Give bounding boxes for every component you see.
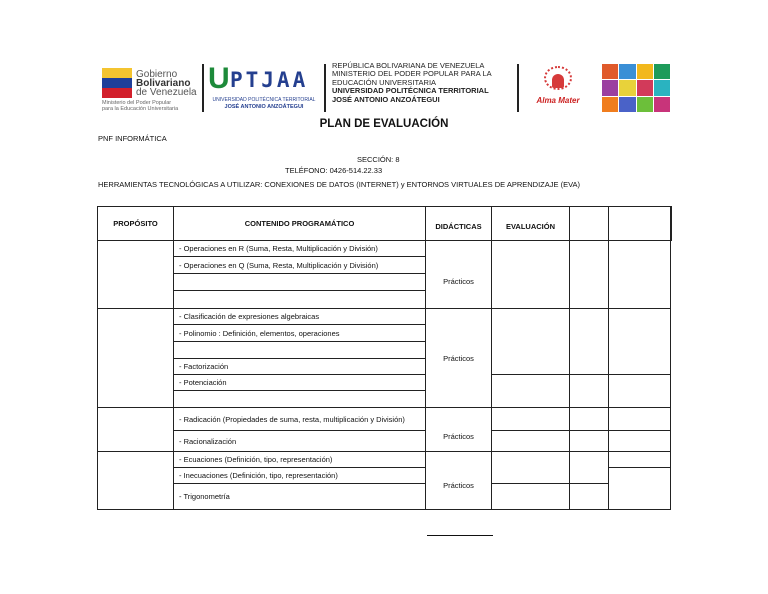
didacticas-cell: Prácticos (426, 241, 492, 309)
blank-cell (609, 241, 671, 309)
blank-cell (609, 408, 671, 431)
content-cell: - Operaciones en Q (Suma, Resta, Multiplicación y División) (174, 257, 426, 274)
phone-label: TELÉFONO: 0426-514.22.33 (285, 166, 383, 175)
evaluation-cell (492, 408, 570, 431)
content-cell (174, 391, 426, 408)
blank-cell (609, 375, 671, 408)
institution-block: REPÚBLICA BOLIVARIANA DE VENEZUELA MINISTERIO DEL PODER POPULAR PARA LA EDUCACIÓN UNIVERSITARIA UNIVERSIDAD POLITÉCNICA TERRITORIAL JOSÉ ANTONIO ANZOÁTEGUI (332, 61, 492, 104)
document-header (98, 60, 678, 116)
didacticas-cell: Prácticos (426, 309, 492, 408)
blank-cell (570, 375, 609, 408)
table-row (98, 241, 671, 257)
mosaic-logo (602, 64, 670, 112)
content-cell: - Polinomio : Definición, elementos, operaciones (174, 325, 426, 342)
content-cell: - Radicación (Propiedades de suma, resta, multiplicación y División) (174, 408, 426, 431)
uptjaa-logo: U PTJAA UNIVERSIDAD POLITÉCNICA TERRITORIAL JOSÉ ANTONIO ANZOÁTEGUI (208, 62, 316, 110)
didacticas-cell: Prácticos (426, 452, 492, 510)
alma-mater-logo: Alma Mater (528, 66, 588, 112)
gov-logo-ministry: Ministerio del Poder Popular para la Educación Universitaria (102, 100, 179, 112)
evaluation-cell (492, 431, 570, 452)
content-cell: - Clasificación de expresiones algebraicas (174, 309, 426, 325)
table-row (98, 408, 671, 431)
signature-line (427, 535, 493, 536)
content-cell (174, 291, 426, 309)
header-contenido: CONTENIDO PROGRAMÁTICO (174, 207, 426, 241)
table-header-row (98, 207, 671, 241)
blank-cell (609, 468, 671, 510)
blank-cell (570, 431, 609, 452)
content-cell (174, 342, 426, 359)
proposito-cell (98, 309, 174, 408)
proposito-cell (98, 452, 174, 510)
evaluation-cell (492, 241, 570, 309)
table-row (98, 484, 671, 510)
evaluation-cell (492, 452, 570, 484)
table-row (98, 431, 671, 452)
content-cell (174, 274, 426, 291)
header-didacticas: DIDÁCTICAS (426, 207, 492, 241)
header-blank (609, 207, 671, 241)
table-row (98, 309, 671, 325)
didacticas-cell: Prácticos (426, 408, 492, 452)
tools-label: HERRAMIENTAS TECNOLÓGICAS A UTILIZAR: CONEXIONES DE DATOS (INTERNET) y ENTORNOS VIRTUALES DE APRENDIZAJE (EVA) (98, 180, 581, 189)
blank-cell (609, 309, 671, 375)
evaluation-table (97, 206, 672, 510)
gobierno-bolivariano-logo (98, 62, 200, 112)
content-cell: - Factorización (174, 359, 426, 375)
proposito-cell (98, 408, 174, 452)
page-title: PLAN DE EVALUACIÓN (319, 118, 449, 130)
blank-cell (570, 309, 609, 375)
table-row (98, 452, 671, 468)
header-evaluacion: EVALUACIÓN (492, 207, 570, 241)
blank-cell (570, 241, 609, 309)
venezuela-flag-icon (102, 68, 132, 98)
content-cell: - Trigonometría (174, 484, 426, 510)
table-row (98, 375, 671, 391)
blank-cell (570, 408, 609, 431)
proposito-cell (98, 241, 174, 309)
blank-cell (570, 452, 609, 484)
gov-logo-text: Gobierno Bolivariano de Venezuela (136, 69, 197, 98)
blank-cell (570, 484, 609, 510)
content-cell: - Inecuaciones (Definición, tipo, representación) (174, 468, 426, 484)
content-cell: - Racionalización (174, 431, 426, 452)
section-label: SECCIÓN: 8 (357, 155, 400, 164)
header-blank (570, 207, 609, 241)
content-cell: - Potenciación (174, 375, 426, 391)
blank-cell (609, 452, 671, 468)
content-cell: - Operaciones en R (Suma, Resta, Multiplicación y División) (174, 241, 426, 257)
evaluation-cell (492, 484, 570, 510)
evaluation-cell (492, 375, 570, 408)
blank-cell (609, 431, 671, 452)
program-name: PNF INFORMÁTICA (98, 134, 167, 143)
evaluation-cell (492, 309, 570, 375)
header-proposito: PROPÓSITO (98, 207, 174, 241)
header-divider (324, 64, 326, 112)
header-divider (202, 64, 204, 112)
header-divider (517, 64, 519, 112)
content-cell: - Ecuaciones (Definición, tipo, representación) (174, 452, 426, 468)
